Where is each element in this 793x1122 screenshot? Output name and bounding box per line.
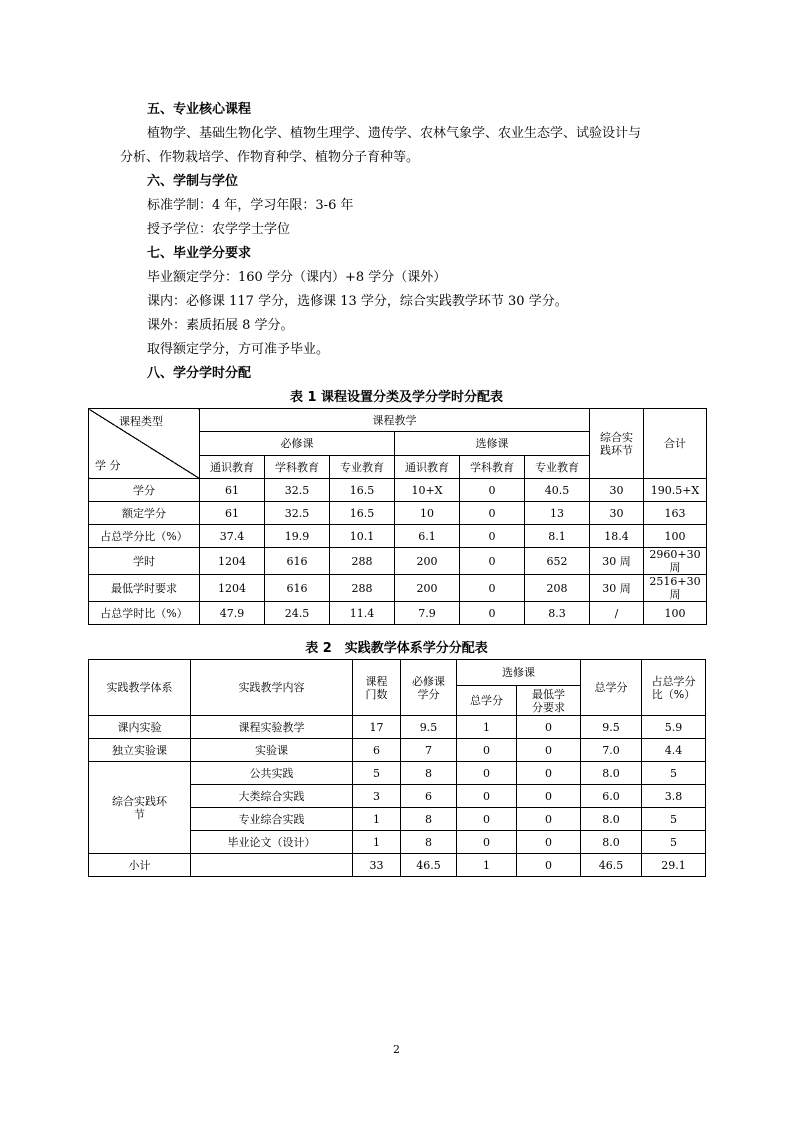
table-cell: 4.4 bbox=[642, 739, 706, 762]
table-row bbox=[89, 739, 706, 762]
table-cell: 8.0 bbox=[581, 808, 642, 831]
table-cell: 8.0 bbox=[581, 762, 642, 785]
table-cell: 6 bbox=[401, 785, 457, 808]
table-cell: 6.1 bbox=[395, 525, 460, 548]
table-cell: 3 bbox=[353, 785, 401, 808]
table-cell: 16.5 bbox=[330, 479, 395, 502]
table-cell: 0 bbox=[517, 785, 581, 808]
table-cell: 652 bbox=[525, 548, 590, 575]
table-cell: 8 bbox=[401, 831, 457, 854]
table1-subheader: 学科教育 bbox=[460, 456, 525, 479]
table-row bbox=[89, 602, 707, 625]
table-cell: 课程实验教学 bbox=[191, 716, 353, 739]
table2-header-course-count: 课程门数 bbox=[353, 660, 401, 716]
table-cell: 1204 bbox=[200, 548, 265, 575]
table-cell: 32.5 bbox=[265, 479, 330, 502]
table-cell: 8.0 bbox=[581, 831, 642, 854]
table-cell: 40.5 bbox=[525, 479, 590, 502]
table-cell: 0 bbox=[517, 716, 581, 739]
paragraph-study-length: 标准学制：4 年，学习年限：3-6 年 bbox=[147, 198, 354, 213]
table1-corner-bottom: 学 分 bbox=[95, 459, 121, 472]
table1-corner-top: 课程类型 bbox=[119, 415, 163, 428]
group-label-text: 综合实践环节 bbox=[112, 794, 167, 821]
row-label: 学分 bbox=[89, 479, 200, 502]
table-cell: 0 bbox=[460, 602, 525, 625]
row-label: 占总学时比（%） bbox=[89, 602, 200, 625]
table-row bbox=[89, 479, 707, 502]
table-cell: 288 bbox=[330, 575, 395, 602]
row-label: 占总学分比（%） bbox=[89, 525, 200, 548]
table-cell: 200 bbox=[395, 575, 460, 602]
table-cell: 10+X bbox=[395, 479, 460, 502]
table-cell: 1 bbox=[353, 831, 401, 854]
table1-corner-cell bbox=[89, 409, 200, 479]
table-cell: 7.0 bbox=[581, 739, 642, 762]
subtotal-label: 小计 bbox=[89, 854, 191, 877]
table2-header-content: 实践教学内容 bbox=[191, 660, 353, 716]
table-cell: 5 bbox=[642, 762, 706, 785]
table2-header-ratio: 占总学分比（%） bbox=[642, 660, 706, 716]
table-cell: 30 周 bbox=[590, 575, 644, 602]
table-cell: 0 bbox=[457, 739, 517, 762]
table-cell: 163 bbox=[644, 502, 707, 525]
table2-header-elective: 选修课 bbox=[457, 660, 581, 686]
table1-caption: 表 1 课程设置分类及学分学时分配表 bbox=[289, 390, 504, 405]
paragraph-credits-in-class: 课内：必修课 117 学分，选修课 13 学分，综合实践教学环节 30 学分。 bbox=[147, 294, 568, 309]
table-cell: 实验课 bbox=[191, 739, 353, 762]
table-cell: 8 bbox=[401, 808, 457, 831]
table-cell: 9.5 bbox=[581, 716, 642, 739]
table1-header-practice: 综合实践环节 bbox=[590, 409, 644, 479]
table-cell: 5 bbox=[353, 762, 401, 785]
table-cell: 30 bbox=[590, 502, 644, 525]
table-row-subtotal bbox=[89, 854, 706, 877]
table-cell: 32.5 bbox=[265, 502, 330, 525]
table-cell: 0 bbox=[457, 808, 517, 831]
paragraph-graduation: 取得额定学分，方可准予毕业。 bbox=[147, 342, 330, 357]
table-cell: 17 bbox=[353, 716, 401, 739]
table-cell: 2960+30 周 bbox=[644, 548, 707, 575]
table-cell: 30 bbox=[590, 479, 644, 502]
table-cell: 100 bbox=[644, 525, 707, 548]
table1-subheader: 通识教育 bbox=[200, 456, 265, 479]
table-cell: 7.9 bbox=[395, 602, 460, 625]
table-cell: 19.9 bbox=[265, 525, 330, 548]
table-cell: 1204 bbox=[200, 575, 265, 602]
table-cell: 33 bbox=[353, 854, 401, 877]
table2-header-elective-total: 总学分 bbox=[457, 686, 517, 716]
table-cell: 1 bbox=[457, 716, 517, 739]
table-cell: 616 bbox=[265, 575, 330, 602]
table-cell: 37.4 bbox=[200, 525, 265, 548]
table-cell: 190.5+X bbox=[644, 479, 707, 502]
table2-caption: 表 2 实践教学体系学分分配表 bbox=[305, 641, 488, 656]
table-cell: 0 bbox=[460, 575, 525, 602]
table-cell: 0 bbox=[457, 762, 517, 785]
table-cell: 11.4 bbox=[330, 602, 395, 625]
table2-practice-credits bbox=[88, 659, 706, 877]
table-cell: 专业综合实践 bbox=[191, 808, 353, 831]
table-cell: 616 bbox=[265, 548, 330, 575]
table-row bbox=[89, 502, 707, 525]
section-title-credit-requirements: 七、毕业学分要求 bbox=[147, 246, 252, 261]
table-cell: 10 bbox=[395, 502, 460, 525]
table-cell: 47.9 bbox=[200, 602, 265, 625]
table-cell: 30 周 bbox=[590, 548, 644, 575]
table-cell: 0 bbox=[517, 762, 581, 785]
table-cell: 0 bbox=[460, 548, 525, 575]
table-cell: 1 bbox=[457, 854, 517, 877]
section-title-degree: 六、学制与学位 bbox=[147, 174, 239, 189]
table-cell: 0 bbox=[517, 831, 581, 854]
table1-header-required: 必修课 bbox=[200, 432, 395, 456]
table-cell: 61 bbox=[200, 502, 265, 525]
table-cell: 3.8 bbox=[642, 785, 706, 808]
table-cell: 10.1 bbox=[330, 525, 395, 548]
table-cell: 0 bbox=[460, 479, 525, 502]
group-label bbox=[89, 762, 191, 854]
table2-header-total-credits: 总学分 bbox=[581, 660, 642, 716]
table-cell: 0 bbox=[517, 854, 581, 877]
table-row bbox=[89, 762, 706, 785]
table1-subheader: 专业教育 bbox=[525, 456, 590, 479]
table-cell: 0 bbox=[517, 739, 581, 762]
table-cell: 16.5 bbox=[330, 502, 395, 525]
table-cell: 288 bbox=[330, 548, 395, 575]
table-row bbox=[89, 525, 707, 548]
table2-header-system: 实践教学体系 bbox=[89, 660, 191, 716]
table-cell: 5 bbox=[642, 808, 706, 831]
table-cell: / bbox=[590, 602, 644, 625]
table1-subheader: 专业教育 bbox=[330, 456, 395, 479]
table-cell: 46.5 bbox=[401, 854, 457, 877]
paragraph-core-courses-line2: 分析、作物栽培学、作物育种学、植物分子育种等。 bbox=[120, 150, 420, 165]
table1-header-elective: 选修课 bbox=[395, 432, 590, 456]
table-cell: 18.4 bbox=[590, 525, 644, 548]
table-cell: 6 bbox=[353, 739, 401, 762]
table-cell: 0 bbox=[457, 785, 517, 808]
table-cell: 7 bbox=[401, 739, 457, 762]
table-cell: 0 bbox=[460, 525, 525, 548]
paragraph-credits-total: 毕业额定学分：160 学分（课内）+8 学分（课外） bbox=[147, 270, 447, 285]
section-title-core-courses: 五、专业核心课程 bbox=[147, 102, 252, 117]
table-cell: 5 bbox=[642, 831, 706, 854]
table-cell: 8.1 bbox=[525, 525, 590, 548]
table1-credit-allocation bbox=[88, 408, 707, 625]
table-cell: 毕业论文（设计） bbox=[191, 831, 353, 854]
table-cell: 46.5 bbox=[581, 854, 642, 877]
table-cell: 0 bbox=[517, 808, 581, 831]
row-label: 最低学时要求 bbox=[89, 575, 200, 602]
table-cell: 61 bbox=[200, 479, 265, 502]
table-cell: 0 bbox=[457, 831, 517, 854]
table-cell: 9.5 bbox=[401, 716, 457, 739]
table-cell: 8.3 bbox=[525, 602, 590, 625]
table-cell: 5.9 bbox=[642, 716, 706, 739]
table-cell: 208 bbox=[525, 575, 590, 602]
table-cell: 29.1 bbox=[642, 854, 706, 877]
table1-subheader: 学科教育 bbox=[265, 456, 330, 479]
table-row bbox=[89, 716, 706, 739]
table1-header-course-teaching: 课程教学 bbox=[200, 409, 590, 432]
group-label: 课内实验 bbox=[89, 716, 191, 739]
table-cell: 公共实践 bbox=[191, 762, 353, 785]
table-cell: 13 bbox=[525, 502, 590, 525]
table-row bbox=[89, 548, 707, 575]
table-cell: 200 bbox=[395, 548, 460, 575]
table-cell bbox=[191, 854, 353, 877]
table-cell: 100 bbox=[644, 602, 707, 625]
table-cell: 6.0 bbox=[581, 785, 642, 808]
row-label: 学时 bbox=[89, 548, 200, 575]
table-row bbox=[89, 575, 707, 602]
table-cell: 0 bbox=[460, 502, 525, 525]
table-cell: 2516+30 周 bbox=[644, 575, 707, 602]
paragraph-credits-extra: 课外：素质拓展 8 学分。 bbox=[147, 318, 294, 333]
paragraph-core-courses-line1: 植物学、基础生物化学、植物生理学、遗传学、农林气象学、农业生态学、试验设计与 bbox=[147, 126, 642, 141]
table2-header-elective-min: 最低学分要求 bbox=[517, 686, 581, 716]
table-cell: 1 bbox=[353, 808, 401, 831]
table1-header-total: 合计 bbox=[644, 409, 707, 479]
paragraph-degree: 授予学位：农学学士学位 bbox=[147, 222, 291, 237]
table1-subheader: 通识教育 bbox=[395, 456, 460, 479]
table-cell: 24.5 bbox=[265, 602, 330, 625]
group-label: 独立实验课 bbox=[89, 739, 191, 762]
row-label: 额定学分 bbox=[89, 502, 200, 525]
table-cell: 大类综合实践 bbox=[191, 785, 353, 808]
page-number: 2 bbox=[393, 1043, 400, 1056]
section-title-credit-hours: 八、学分学时分配 bbox=[147, 366, 252, 381]
table2-header-required-credits: 必修课学分 bbox=[401, 660, 457, 716]
table-cell: 8 bbox=[401, 762, 457, 785]
